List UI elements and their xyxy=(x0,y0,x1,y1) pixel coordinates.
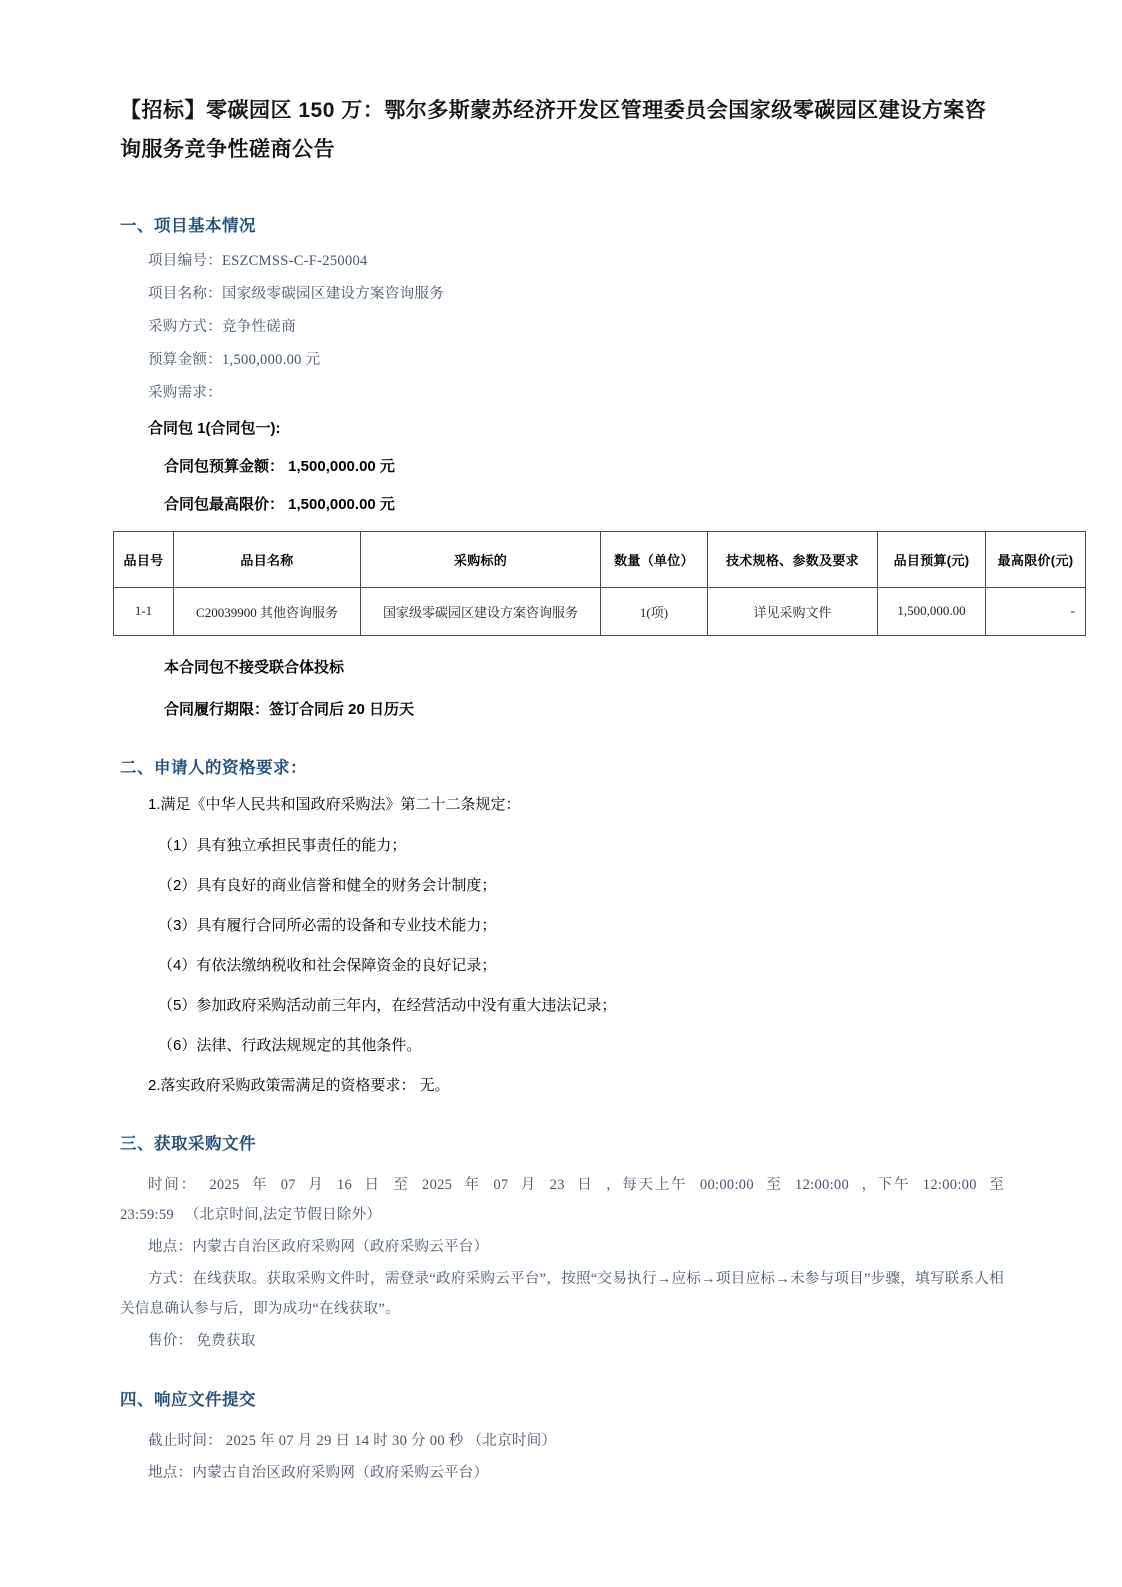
no-consortium-note: 本合同包不接受联合体投标 xyxy=(164,658,345,676)
contract-package-title: 合同包 1(合同包一): xyxy=(148,419,281,437)
section-basic-info xyxy=(120,212,1075,720)
obtain-price-line: 售价： 免费获取 xyxy=(148,1332,256,1349)
table-cell-item-no: 1-1 xyxy=(114,587,174,635)
table-header-cell-subject: 采购标的 xyxy=(361,531,601,587)
contract-package-maxprice-line: 合同包最高限价： 1,500,000.00 元 xyxy=(164,495,395,513)
table-cell-budget: 1,500,000.00 xyxy=(878,587,986,635)
table-header-cell-quantity: 数量（单位） xyxy=(601,531,708,587)
field-project-number: 项目编号：ESZCMSS-C-F-250004 xyxy=(148,252,368,269)
table-header-cell-specs: 技术规格、参数及要求 xyxy=(708,531,878,587)
obtain-method-paragraph: 方式：在线获取。获取采购文件时，需登录“政府采购云平台”，按照“交易执行→应标→项目应标→未参与项目”步骤，填写联系人相关信息确认参与后，即为成功“在线获取”。 xyxy=(120,1270,1004,1317)
procurement-items-table xyxy=(113,531,1086,636)
table-cell-item-name: C20039900 其他咨询服务 xyxy=(174,587,361,635)
section-response-submission xyxy=(120,1386,1004,1488)
section-qualifications xyxy=(120,754,1004,1096)
table-cell-maxprice: - xyxy=(986,587,1086,635)
page-title: 【招标】零碳园区 150 万：鄂尔多斯蒙苏经济开发区管理委员会国家级零碳园区建设方案咨询服务竞争性磋商公告 xyxy=(120,99,987,161)
section1-heading: 一、项目基本情况 xyxy=(120,216,256,235)
obtain-location-line: 地点：内蒙古自治区政府采购网（政府采购云平台） xyxy=(148,1238,489,1255)
field-procurement-method: 采购方式：竞争性磋商 xyxy=(148,318,296,335)
section2-heading: 二、申请人的资格要求： xyxy=(120,758,307,777)
qualification-subitem-4: （4）有依法缴纳税收和社会保障资金的良好记录； xyxy=(158,956,497,974)
obtain-time-paragraph: 时间： 2025 年 07 月 16 日 至 2025 年 07 月 23 日 ，每天上午 00:00:00 至 12:00:00 ，下午 12:00:00 至 23:59:59 （北京时间,法定节假日除外） xyxy=(120,1176,1004,1223)
field-procurement-demand: 采购需求： xyxy=(148,384,222,401)
submission-location-line: 地点：内蒙古自治区政府采购网（政府采购云平台） xyxy=(148,1464,489,1481)
performance-period-line: 合同履行期限：签订合同后 20 日历天 xyxy=(164,700,415,718)
qualification-item-2: 2.落实政府采购政策需满足的资格要求： 无。 xyxy=(148,1076,450,1094)
table-cell-subject: 国家级零碳园区建设方案咨询服务 xyxy=(361,587,601,635)
table-cell-quantity: 1(项) xyxy=(601,587,708,635)
field-budget-amount: 预算金额：1,500,000.00 元 xyxy=(148,351,321,368)
table-header-cell-item-name: 品目名称 xyxy=(174,531,361,587)
table-row xyxy=(114,587,1086,635)
qualification-subitem-5: （5）参加政府采购活动前三年内，在经营活动中没有重大违法记录； xyxy=(158,996,617,1014)
section3-heading: 三、获取采购文件 xyxy=(120,1134,256,1153)
qualification-item-1: 1.满足《中华人民共和国政府采购法》第二十二条规定： xyxy=(148,795,521,813)
table-header-cell-item-no: 品目号 xyxy=(114,531,174,587)
qualification-subitem-2: （2）具有良好的商业信誉和健全的财务会计制度； xyxy=(158,876,497,894)
section4-heading: 四、响应文件提交 xyxy=(120,1390,256,1409)
table-header-cell-budget: 品目预算(元) xyxy=(878,531,986,587)
contract-package-budget-line: 合同包预算金额： 1,500,000.00 元 xyxy=(164,457,395,475)
qualification-subitem-3: （3）具有履行合同所必需的设备和专业技术能力； xyxy=(158,916,497,934)
section-obtain-documents xyxy=(120,1130,1004,1356)
procurement-items-table-wrap xyxy=(113,531,1075,636)
qualification-subitem-6: （6）法律、行政法规规定的其他条件。 xyxy=(158,1036,422,1054)
table-header-cell-maxprice: 最高限价(元) xyxy=(986,531,1086,587)
qualification-subitem-1: （1）具有独立承担民事责任的能力； xyxy=(158,836,407,854)
table-header-row xyxy=(114,531,1086,587)
table-cell-specs: 详见采购文件 xyxy=(708,587,878,635)
submission-deadline-line: 截止时间： 2025 年 07 月 29 日 14 时 30 分 00 秒 （北京时间） xyxy=(148,1432,557,1449)
field-project-name: 项目名称：国家级零碳园区建设方案咨询服务 xyxy=(148,285,444,302)
